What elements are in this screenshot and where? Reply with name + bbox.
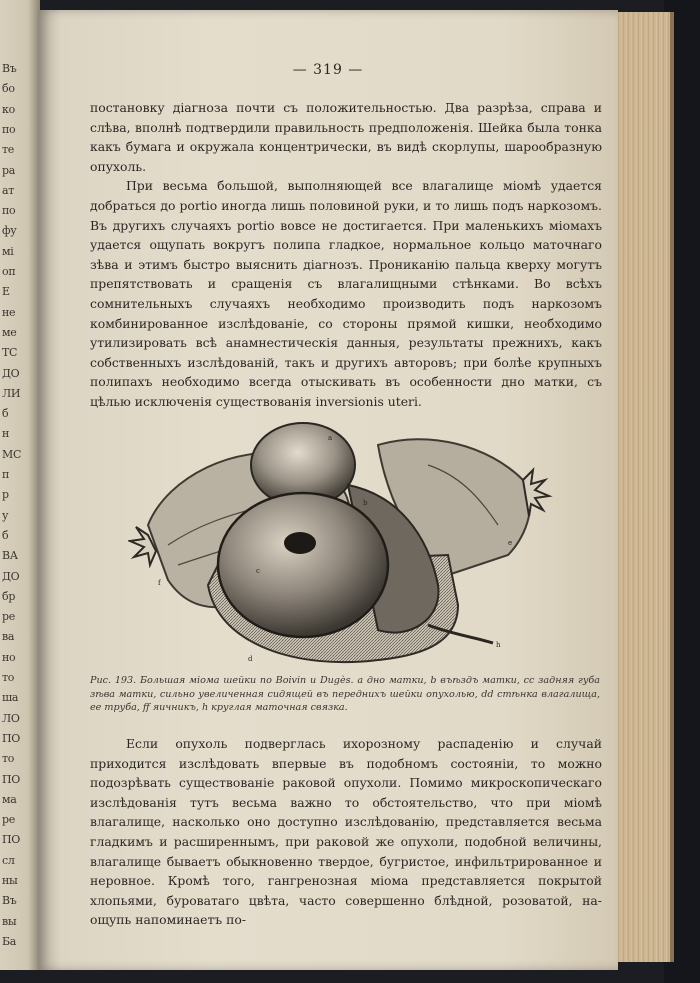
left-page-fragment: ЛО: [2, 711, 20, 725]
left-page-fragment: вы: [2, 914, 17, 928]
left-page-fragment: не: [2, 305, 16, 319]
left-page-fragment: Въ: [2, 62, 17, 75]
paragraph-2: При весьма большой, выполняющей все влагалище міомѣ удается добраться до portio иногда лишь половиной руки, и то лишь подъ наркозомъ. Въ другихъ случаяхъ portio вовсе не достигается. При маленькихъ міомахъ удается ощупать вокругъ полипа гладкое, нормальное кольцо маточнаго зѣва и этимъ быстро выяснить діагнозъ. Прониканію пальца кверху могутъ препятствовать и сращенія съ влагалищными стѣнками. Во всѣхъ сомнительныхъ случаяхъ необходимо производить подъ наркозомъ комбинированное изслѣдованіе, со стороны прямой кишки, необходимо утилизировать всѣ анамнестическія данныя, результаты прежнихъ, какъ собственныхъ изслѣдованій, такъ и другихъ авторовъ; при болѣе крупныхъ полипахъ необходимо всегда отыскивать въ особенности дно матки, съ цѣлью исключенія существованія inversionis uteri.: [90, 178, 602, 409]
cervical-os: [284, 532, 316, 554]
paragraph-3: Если опухоль подверглась ихорозному распаденію и случай приходится изслѣдовать впервые въ подобномъ состояніи, то можно подозрѣвать существованіе раковой опухоли. Помимо микроскопическаго изслѣдованія тутъ весьма важно то обстоятельство, что при міомѣ влагалище, насколько оно доступно изслѣдованію, представляется весьма гладкимъ и расширеннымъ, при раковой же опухоли, подобной величины, влагалище бываетъ обыкновенно твердое, бугристое, инфильтрированное и неровное. Кромѣ того, гангренозная міома представляется покрытой хлопьями, буроватаго цвѣта, часто совершенно блѣдной, розоватой, на-ощупь напоминаетъ по-: [90, 736, 602, 928]
left-page-fragment: ВА: [2, 549, 18, 563]
left-page-fragment: МС: [2, 447, 22, 461]
left-page-fragment: ПО: [2, 731, 21, 745]
left-page-fragment: п: [2, 468, 10, 481]
left-page-fragment: ре: [2, 610, 15, 624]
left-page-fragment: но: [2, 650, 16, 664]
left-page-fragment: фу: [2, 224, 17, 238]
left-page-fragment: ме: [2, 325, 17, 339]
left-page-fragment: Въ: [2, 894, 17, 908]
label-h: h: [496, 641, 501, 649]
left-page-fragment: Ба: [2, 934, 17, 948]
text-block-bottom: [90, 734, 602, 930]
left-page-fragment: ДО: [2, 569, 20, 583]
main-page: [38, 10, 618, 970]
left-page-fragment: б: [2, 528, 9, 542]
left-page-fragment: б: [2, 407, 9, 421]
label-b: b: [363, 499, 368, 507]
label-f: f: [158, 579, 161, 587]
left-page-fragment: ша: [2, 691, 19, 705]
left-page-fragment: р: [2, 488, 9, 502]
left-page-fragment: ТС: [2, 346, 18, 360]
left-page-fragment: мі: [2, 244, 14, 258]
label-c: c: [256, 567, 260, 575]
left-page: [0, 0, 40, 970]
figure-caption: Рис. 193. Большая міома шейки по Boivin и Dugès. а дно матки, b въѣздъ матки, сс задняя губа зѣва матки, сильно увеличенная сидящей въ переднихъ шейки опухолью, dd стѣнка влагалища, ее труба, ff яичникъ, h круглая маточная связка.: [90, 675, 600, 713]
left-page-fragment: ра: [2, 163, 15, 177]
paragraph-1: постановку діагноза почти съ положительностью. Два разрѣза, справа и слѣва, вполнѣ подтвердили правильность предположенія. Шейка была тонка какъ бумага и окружала концентрически, въ видѣ скорлупы, шарообразную опухоль.: [90, 100, 602, 174]
left-page-fragment: сл: [2, 853, 15, 867]
text-block-top: [90, 98, 602, 412]
label-a: a: [328, 434, 333, 442]
left-page-fragment: ат: [2, 183, 15, 197]
left-page-fragment: ПО: [2, 772, 21, 786]
left-page-fragment: бр: [2, 589, 16, 603]
left-page-fragment: ре: [2, 813, 15, 827]
label-d: d: [248, 655, 253, 663]
label-e: e: [508, 539, 513, 547]
right-fimbria: [523, 470, 549, 516]
left-page-fragment: ны: [2, 874, 18, 887]
left-page-fragment: ПО: [2, 833, 21, 847]
page-edges: [610, 12, 674, 962]
left-page-fragment: по: [2, 122, 16, 136]
left-page-fragment: то: [2, 752, 15, 766]
figure-illustration: [128, 405, 568, 675]
myoma: [218, 493, 388, 637]
left-page-fragment: Е: [2, 285, 10, 299]
left-page-fragment: бо: [2, 82, 15, 96]
page-number: — 319 —: [292, 62, 364, 78]
left-page-fragment: ДО: [2, 366, 20, 380]
left-page-fragment: ма: [2, 792, 17, 806]
left-page-fragment: те: [2, 143, 14, 157]
left-page-fragment: у: [2, 508, 9, 522]
left-page-fragment: по: [2, 204, 16, 218]
left-page-fragment: то: [2, 671, 15, 684]
left-page-fragment: ЛИ: [2, 386, 21, 400]
left-page-fragment: ко: [2, 102, 15, 116]
left-page-fragment: н: [2, 427, 10, 441]
left-page-fragment: оп: [2, 265, 16, 278]
left-page-fragment: ва: [2, 630, 15, 644]
